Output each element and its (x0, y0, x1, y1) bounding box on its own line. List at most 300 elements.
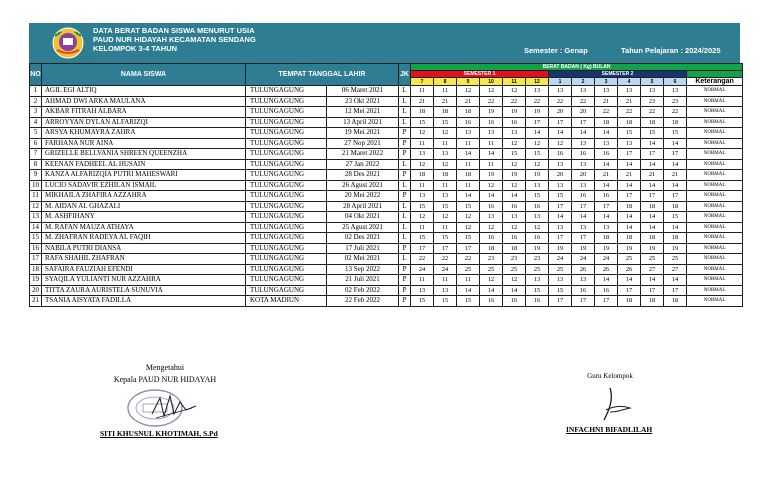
weight-cell: 14 (664, 159, 687, 170)
birth-date: 13 April 2021 (327, 117, 399, 128)
weight-cell: 18 (457, 107, 480, 118)
row-number: 11 (30, 191, 42, 202)
weight-cell: 19 (595, 243, 618, 254)
birth-place: TULUNGAGUNG (246, 275, 327, 286)
teacher-signature-icon (596, 386, 636, 422)
birth-date: 27 Jan 2022 (327, 159, 399, 170)
teacher-name: INFACHNI BIFADLILAH (566, 425, 653, 434)
weight-cell: 16 (572, 285, 595, 296)
weight-cell: 13 (411, 285, 434, 296)
weight-cell: 15 (549, 191, 572, 202)
weight-cell: 27 (664, 264, 687, 275)
weight-cell: 17 (641, 149, 664, 160)
weight-cell: 12 (480, 180, 503, 191)
weight-cell: 16 (503, 201, 526, 212)
row-number: 18 (30, 264, 42, 275)
gender: P (399, 138, 411, 149)
weight-cell: 13 (572, 222, 595, 233)
gender: L (399, 180, 411, 191)
weight-cell: 13 (411, 191, 434, 202)
weight-cell: 12 (503, 86, 526, 97)
weight-cell: 16 (480, 117, 503, 128)
weight-cell: 17 (434, 243, 457, 254)
gender: L (399, 212, 411, 223)
month-header: 6 (664, 78, 687, 86)
weight-cell: 14 (618, 159, 641, 170)
school-name: PAUD NUR HIDAYAH KECAMATAN SENDANG (93, 35, 256, 44)
col-ket-top (687, 71, 743, 78)
birth-place: TULUNGAGUNG (246, 212, 327, 223)
birth-place: TULUNGAGUNG (246, 96, 327, 107)
weight-cell: 13 (618, 86, 641, 97)
birth-date: 19 Mei 2021 (327, 128, 399, 139)
weight-cell: 14 (641, 159, 664, 170)
month-header: 8 (434, 78, 457, 86)
weight-cell: 14 (641, 275, 664, 286)
birth-date: 04 Okt 2021 (327, 212, 399, 223)
student-name: MIKHAILA ZHAFIRA AZZAHRA (42, 191, 246, 202)
birth-date: 23 Okt 2021 (327, 96, 399, 107)
weight-cell: 13 (549, 86, 572, 97)
table-row (30, 128, 743, 139)
weight-cell: 17 (618, 149, 641, 160)
weight-cell: 12 (411, 212, 434, 223)
weight-cell: 13 (641, 86, 664, 97)
weight-cell: 18 (618, 117, 641, 128)
student-name: ARROYYAN DYLAN ALFARIZQI (42, 117, 246, 128)
teacher-block (555, 372, 665, 380)
weight-cell: 13 (526, 212, 549, 223)
weight-cell: 14 (664, 138, 687, 149)
weight-cell: 18 (503, 243, 526, 254)
weight-cell: 15 (411, 296, 434, 307)
weight-cell: 17 (549, 296, 572, 307)
weight-cell: 11 (434, 86, 457, 97)
table-row (30, 96, 743, 107)
gender: P (399, 149, 411, 160)
weight-cell: 11 (480, 138, 503, 149)
weight-cell: 19 (526, 170, 549, 181)
weight-cell: 15 (434, 233, 457, 244)
birth-place: TULUNGAGUNG (246, 180, 327, 191)
table-row (30, 275, 743, 286)
birth-place: TULUNGAGUNG (246, 254, 327, 265)
weight-cell: 11 (480, 159, 503, 170)
weight-cell: 16 (457, 117, 480, 128)
weight-cell: 24 (411, 264, 434, 275)
gender: L (399, 107, 411, 118)
weight-cell: 20 (572, 170, 595, 181)
weight-cell: 12 (457, 212, 480, 223)
row-number: 17 (30, 254, 42, 265)
student-name: KANZA ALFARIZQIA PUTRI MAHESWARI (42, 170, 246, 181)
weight-cell: 19 (572, 243, 595, 254)
table-row (30, 233, 743, 244)
weight-cell: 24 (595, 254, 618, 265)
weight-cell: 11 (434, 180, 457, 191)
weight-cell: 11 (411, 180, 434, 191)
weight-cell: 12 (434, 159, 457, 170)
weight-cell: 17 (572, 296, 595, 307)
weight-cell: 22 (618, 107, 641, 118)
weight-cell: 16 (503, 296, 526, 307)
weight-cell: 13 (434, 285, 457, 296)
birth-date: 20 Mei 2022 (327, 191, 399, 202)
weight-cell: 13 (480, 128, 503, 139)
col-birth: TEMPAT TANGGAL LAHIR (246, 64, 399, 86)
weight-cell: 19 (480, 170, 503, 181)
birth-place: TULUNGAGUNG (246, 243, 327, 254)
col-name: NAMA SISWA (42, 64, 246, 86)
weight-cell: 23 (641, 96, 664, 107)
weight-cell: 17 (664, 191, 687, 202)
weight-cell: 17 (618, 285, 641, 296)
weight-cell: 14 (572, 212, 595, 223)
weight-cell: 12 (457, 86, 480, 97)
table-row (30, 254, 743, 265)
weight-cell: 20 (549, 170, 572, 181)
weight-cell: 25 (549, 264, 572, 275)
weight-cell: 16 (480, 233, 503, 244)
weight-cell: 14 (641, 212, 664, 223)
weight-cell: 14 (595, 128, 618, 139)
header-title-block (93, 26, 256, 53)
weight-cell: 22 (526, 96, 549, 107)
weight-cell: 12 (503, 159, 526, 170)
table-row (30, 212, 743, 223)
headmaster-signature-icon (150, 392, 198, 422)
table-row (30, 285, 743, 296)
weight-cell: 12 (434, 212, 457, 223)
student-name: M. AIDAN AL GHAZALI (42, 201, 246, 212)
table-row (30, 191, 743, 202)
weight-cell: 16 (572, 191, 595, 202)
weight-cell: 12 (526, 159, 549, 170)
birth-date: 02 Mei 2021 (327, 254, 399, 265)
weight-cell: 13 (480, 212, 503, 223)
gender: P (399, 264, 411, 275)
weight-cell: 11 (457, 159, 480, 170)
gender: L (399, 233, 411, 244)
birth-date: 13 Sep 2022 (327, 264, 399, 275)
weight-cell: 18 (641, 201, 664, 212)
weight-cell: 13 (572, 86, 595, 97)
weight-cell: 25 (618, 254, 641, 265)
weight-cell: 18 (641, 117, 664, 128)
gender: L (399, 159, 411, 170)
status-cell: NORMAL (687, 201, 743, 212)
birth-place: KOTA MADIUN (246, 296, 327, 307)
weight-cell: 16 (480, 296, 503, 307)
weight-cell: 17 (595, 296, 618, 307)
col-no: NO (30, 64, 42, 86)
weight-cell: 21 (595, 170, 618, 181)
status-cell: NORMAL (687, 149, 743, 160)
weight-cell: 16 (595, 149, 618, 160)
month-header: 1 (549, 78, 572, 86)
weight-cell: 11 (411, 222, 434, 233)
weight-cell: 16 (572, 149, 595, 160)
month-header: 10 (480, 78, 503, 86)
weight-cell: 15 (457, 296, 480, 307)
student-name: M. RAFAN MAUZA ATHAYA (42, 222, 246, 233)
weight-cell: 17 (664, 149, 687, 160)
table-row (30, 170, 743, 181)
col-semester-1: SEMESTER 1 (411, 71, 549, 78)
weight-cell: 21 (618, 170, 641, 181)
status-cell: NORMAL (687, 264, 743, 275)
weight-cell: 17 (526, 117, 549, 128)
table-row (30, 264, 743, 275)
status-cell: NORMAL (687, 96, 743, 107)
weight-cell: 24 (572, 254, 595, 265)
student-name: GRIZELLE BELLVANIA SHREEN QUEENZHA (42, 149, 246, 160)
weight-cell: 14 (503, 285, 526, 296)
weight-cell: 25 (641, 254, 664, 265)
weight-cell: 13 (572, 180, 595, 191)
weight-cell: 14 (595, 159, 618, 170)
table-row (30, 159, 743, 170)
birth-date: 28 Des 2021 (327, 170, 399, 181)
weight-cell: 14 (664, 275, 687, 286)
row-number: 3 (30, 107, 42, 118)
status-cell: NORMAL (687, 243, 743, 254)
weight-cell: 13 (549, 159, 572, 170)
weight-cell: 11 (457, 138, 480, 149)
row-number: 19 (30, 275, 42, 286)
weight-cell: 11 (434, 222, 457, 233)
weight-cell: 23 (503, 254, 526, 265)
student-name: KEENAN FADHEEL AL HUSAIN (42, 159, 246, 170)
weight-cell: 18 (411, 107, 434, 118)
student-name: FARHANA NUR AINA (42, 138, 246, 149)
status-cell: NORMAL (687, 159, 743, 170)
birth-date: 21 Maret 2022 (327, 149, 399, 160)
weight-cell: 19 (664, 243, 687, 254)
weight-cell: 16 (595, 191, 618, 202)
weight-cell: 18 (664, 117, 687, 128)
weight-cell: 13 (526, 180, 549, 191)
birth-place: TULUNGAGUNG (246, 149, 327, 160)
weight-cell: 13 (503, 128, 526, 139)
month-header: 11 (503, 78, 526, 86)
birth-date: 27 Nop 2021 (327, 138, 399, 149)
weight-cell: 18 (457, 170, 480, 181)
weight-cell: 12 (480, 275, 503, 286)
weight-cell: 16 (549, 149, 572, 160)
acknowledge-label: Mengetahui (145, 363, 185, 372)
weight-cell: 14 (572, 128, 595, 139)
weight-cell: 15 (641, 128, 664, 139)
gender: P (399, 128, 411, 139)
weight-cell: 25 (480, 264, 503, 275)
weight-cell: 18 (618, 296, 641, 307)
student-name: LUCIO SADAVIR EZHILAN ISMAIL (42, 180, 246, 191)
month-header: 3 (595, 78, 618, 86)
weight-cell: 20 (572, 107, 595, 118)
school-year-label: Tahun Pelajaran : 2024/2025 (621, 46, 721, 55)
weight-cell: 18 (618, 201, 641, 212)
birth-place: TULUNGAGUNG (246, 117, 327, 128)
table-row (30, 149, 743, 160)
status-cell: NORMAL (687, 86, 743, 97)
weight-cell: 13 (595, 222, 618, 233)
table-row (30, 296, 743, 307)
birth-place: TULUNGAGUNG (246, 191, 327, 202)
weight-cell: 17 (572, 233, 595, 244)
birth-date: 21 Juli 2021 (327, 275, 399, 286)
status-cell: NORMAL (687, 275, 743, 286)
weight-cell: 14 (618, 275, 641, 286)
weight-cell: 12 (411, 159, 434, 170)
headmaster-title: Kepala PAUD NUR HIDAYAH (113, 375, 217, 384)
weight-cell: 13 (549, 275, 572, 286)
weight-cell: 13 (434, 191, 457, 202)
weight-cell: 13 (572, 275, 595, 286)
table-body (30, 86, 743, 307)
status-cell: NORMAL (687, 128, 743, 139)
weight-table (29, 63, 743, 307)
row-number: 15 (30, 233, 42, 244)
weight-cell: 17 (595, 201, 618, 212)
month-header: 2 (572, 78, 595, 86)
weight-cell: 14 (618, 222, 641, 233)
weight-cell: 14 (595, 275, 618, 286)
weight-cell: 14 (664, 180, 687, 191)
weight-cell: 15 (411, 117, 434, 128)
weight-cell: 14 (503, 191, 526, 202)
weight-cell: 17 (549, 233, 572, 244)
weight-cell: 15 (618, 128, 641, 139)
weight-cell: 11 (411, 86, 434, 97)
weight-cell: 14 (664, 222, 687, 233)
row-number: 21 (30, 296, 42, 307)
month-header: 7 (411, 78, 434, 86)
status-cell: NORMAL (687, 138, 743, 149)
row-number: 16 (30, 243, 42, 254)
weight-cell: 14 (526, 128, 549, 139)
weight-cell: 12 (526, 222, 549, 233)
weight-cell: 22 (641, 107, 664, 118)
weight-cell: 15 (457, 201, 480, 212)
weight-cell: 18 (664, 296, 687, 307)
birth-place: TULUNGAGUNG (246, 107, 327, 118)
weight-cell: 14 (641, 180, 664, 191)
birth-place: TULUNGAGUNG (246, 159, 327, 170)
birth-date: 17 Juli 2021 (327, 243, 399, 254)
weight-cell: 17 (457, 243, 480, 254)
weight-cell: 13 (595, 138, 618, 149)
birth-date: 22 Feb 2022 (327, 296, 399, 307)
gender: L (399, 86, 411, 97)
row-number: 14 (30, 222, 42, 233)
gender: P (399, 275, 411, 286)
weight-cell: 19 (641, 243, 664, 254)
table-row (30, 180, 743, 191)
weight-cell: 21 (641, 170, 664, 181)
weight-cell: 14 (480, 285, 503, 296)
weight-cell: 14 (618, 212, 641, 223)
weight-cell: 19 (549, 243, 572, 254)
weight-cell: 19 (503, 170, 526, 181)
weight-cell: 12 (549, 138, 572, 149)
birth-date: 06 Maret 2021 (327, 86, 399, 97)
gender: P (399, 296, 411, 307)
weight-cell: 18 (618, 233, 641, 244)
row-number: 13 (30, 212, 42, 223)
weight-cell: 13 (526, 275, 549, 286)
gender: P (399, 191, 411, 202)
weight-cell: 19 (480, 107, 503, 118)
status-cell: NORMAL (687, 254, 743, 265)
table-row (30, 117, 743, 128)
birth-date: 12 Mei 2021 (327, 107, 399, 118)
month-header: 5 (641, 78, 664, 86)
student-name: SAFAIRA FAUZIAH EFENDI (42, 264, 246, 275)
weight-cell: 12 (503, 275, 526, 286)
weight-cell: 15 (411, 233, 434, 244)
col-weight-group: BERAT BADAN ( Kg) BULAN (411, 64, 743, 71)
weight-cell: 13 (411, 149, 434, 160)
weight-cell: 15 (457, 233, 480, 244)
weight-cell: 15 (664, 128, 687, 139)
weight-cell: 19 (526, 107, 549, 118)
col-keterangan: Keterangan (687, 78, 743, 86)
table-row (30, 201, 743, 212)
status-cell: NORMAL (687, 285, 743, 296)
weight-cell: 18 (595, 233, 618, 244)
weight-cell: 12 (434, 128, 457, 139)
weight-cell: 17 (549, 117, 572, 128)
student-name: M. ASHFIHANY (42, 212, 246, 223)
weight-cell: 15 (526, 191, 549, 202)
weight-cell: 21 (411, 96, 434, 107)
status-cell: NORMAL (687, 180, 743, 191)
weight-cell: 24 (434, 264, 457, 275)
birth-date: 02 Des 2021 (327, 233, 399, 244)
weight-cell: 12 (480, 86, 503, 97)
weight-cell: 14 (480, 191, 503, 202)
weight-cell: 13 (526, 86, 549, 97)
student-name: RAFA SHAHIL ZHAFRAN (42, 254, 246, 265)
table-row (30, 138, 743, 149)
weight-cell: 25 (664, 254, 687, 265)
status-cell: NORMAL (687, 170, 743, 181)
weight-cell: 14 (641, 222, 664, 233)
weight-cell: 16 (526, 233, 549, 244)
semester-label: Semester : Genap (524, 46, 588, 55)
birth-place: TULUNGAGUNG (246, 201, 327, 212)
weight-cell: 15 (549, 285, 572, 296)
gender: P (399, 243, 411, 254)
birth-date: 26 Agust 2021 (327, 180, 399, 191)
birth-place: TULUNGAGUNG (246, 264, 327, 275)
weight-cell: 11 (457, 180, 480, 191)
weight-cell: 13 (664, 86, 687, 97)
weight-cell: 12 (503, 222, 526, 233)
weight-cell: 18 (595, 117, 618, 128)
student-name: M. ZHAFRAN RADEYA AL FAQIH (42, 233, 246, 244)
birth-date: 28 April 2021 (327, 201, 399, 212)
weight-cell: 21 (595, 96, 618, 107)
table-row (30, 86, 743, 97)
col-jk: JK (399, 64, 411, 86)
weight-cell: 13 (457, 128, 480, 139)
weight-cell: 22 (503, 96, 526, 107)
weight-cell: 15 (503, 149, 526, 160)
weight-cell: 11 (411, 138, 434, 149)
student-name: AHMAD DWI ARKA MAULANA (42, 96, 246, 107)
